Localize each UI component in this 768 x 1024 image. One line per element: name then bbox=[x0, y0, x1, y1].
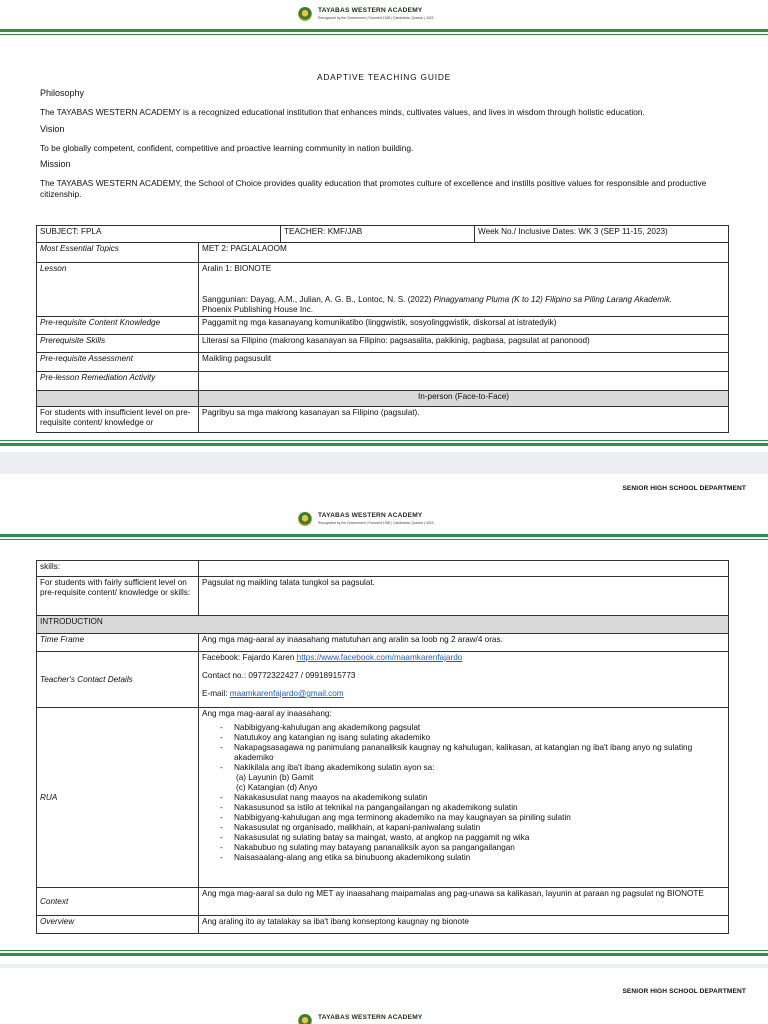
department-label: SENIOR HIGH SCHOOL DEPARTMENT bbox=[622, 988, 746, 995]
fairly-sufficient-value: Pagsulat ng maikling talata tungkol sa pagsulat. bbox=[199, 577, 729, 616]
vision-heading: Vision bbox=[40, 124, 65, 134]
list-item: - Nakasusulat ng sulating batay sa maingat, wasto, at angkop na paggamit ng wika bbox=[220, 833, 725, 843]
lesson-cell bbox=[199, 263, 729, 317]
prereq-skills-label: Prerequisite Skills bbox=[37, 335, 199, 353]
mission-heading: Mission bbox=[40, 159, 71, 169]
footer-rule bbox=[0, 953, 768, 956]
school-name: TAYABAS WESTERN ACADEMY bbox=[318, 7, 423, 14]
overview-label: Overview bbox=[37, 916, 199, 934]
header-rule-thin bbox=[0, 34, 768, 35]
list-item: - Nakakasusulat nang maayos na akademikong sulatin bbox=[220, 793, 725, 803]
footer-rule-thin bbox=[0, 950, 768, 951]
document-page-3 bbox=[0, 968, 768, 1024]
email-line bbox=[202, 689, 725, 699]
list-item: - Nabibigyang-kahulugan ang akademikong pagsulat bbox=[220, 723, 725, 733]
document-page-1 bbox=[0, 0, 768, 452]
contact-number: Contact no.: 09772322427 / 09918915773 bbox=[202, 671, 356, 680]
lesson-publisher: Phoenix Publishing House Inc. bbox=[202, 305, 314, 314]
rua-cell bbox=[199, 708, 729, 888]
philosophy-heading: Philosophy bbox=[40, 88, 85, 98]
list-item: - Nakikilala ang iba't ibang akademikong sulatin ayon sa: bbox=[220, 763, 725, 773]
lesson-source-line bbox=[202, 295, 725, 305]
list-item: - Nakabubuo ng sulating may batayang pananaliksik ayon sa pangangailangan bbox=[220, 843, 725, 853]
school-seal-icon bbox=[298, 1014, 312, 1024]
email-link[interactable]: maamkarenfajardo@gmail.com bbox=[229, 689, 344, 698]
teacher-cell: TEACHER: KMF/JAB bbox=[281, 226, 475, 243]
list-item: - Nabibigyang-kahulugan ang mga terminong akademiko na may kaugnayan sa piniling sulatin bbox=[220, 813, 725, 823]
school-seal-icon bbox=[298, 7, 312, 21]
context-label: Context bbox=[37, 888, 199, 916]
header-rule bbox=[0, 534, 768, 537]
teaching-guide-table bbox=[36, 225, 729, 433]
context-value: Ang mga mag-aaral sa dulo ng MET ay inaasahang maipamalas ang pag-unawa sa kalikasan, layunin at paraan ng pagsulat ng BIONOTE bbox=[199, 888, 729, 916]
facebook-label: Facebook: Fajardo Karen bbox=[202, 653, 297, 662]
prereq-assessment-value: Maikling pagsusulit bbox=[199, 353, 729, 372]
prereq-skills-value: Literasi sa Filipino (makrong kasanayan sa Filipino: pagsasalita, pakikinig, pagbasa, pagsulat at panonood) bbox=[199, 335, 729, 353]
time-frame-value: Ang mga mag-aaral ay inaasahang matutuhan ang aralin sa loob ng 2 araw/4 oras. bbox=[199, 634, 729, 652]
skills-cont-label: skills: bbox=[37, 561, 199, 577]
vision-text: To be globally competent, confident, competitive and proactive learning community in nation building. bbox=[40, 143, 414, 153]
list-item: - Naisasaalang-alang ang etika sa binubuong akademikong sulatin bbox=[220, 853, 725, 863]
lesson-source: Sanggunian: Dayag, A.M., Julian, A. G. B., Lontoc, N. S. (2022) bbox=[202, 295, 432, 304]
introduction-header: INTRODUCTION bbox=[37, 616, 729, 634]
school-name: TAYABAS WESTERN ACADEMY bbox=[318, 512, 423, 519]
page-header bbox=[0, 0, 768, 46]
department-label: SENIOR HIGH SCHOOL DEPARTMENT bbox=[622, 485, 746, 492]
lesson-label: Lesson bbox=[37, 263, 199, 317]
prereq-assessment-label: Pre-requisite Assessment bbox=[37, 353, 199, 372]
insufficient-label: For students with insufficient level on pre-requisite content/ knowledge or bbox=[37, 407, 199, 433]
mode-blank-cell bbox=[37, 391, 199, 407]
list-item: - Nakasusulat ng organisado, malikhain, at kapani-paniwalang sulatin bbox=[220, 823, 725, 833]
list-item: - Nakapagsasagawa ng panimulang pananaliksik kaugnay ng kahulugan, kalikasan, at katangian ng iba't ibang anyo ng sulating akademiko bbox=[220, 743, 725, 763]
school-subtitle: Recognized by the Government | Founded 1928 | Candelaria, Quezon | 4323 bbox=[318, 16, 434, 20]
remediation-value bbox=[199, 372, 729, 391]
rua-list bbox=[220, 723, 725, 863]
rua-intro: Ang mga mag-aaral ay inaasahang: bbox=[202, 709, 332, 718]
list-subitem: (c) Katangian (d) Anyo bbox=[236, 783, 318, 792]
list-subitem: (a) Layunin (b) Gamit bbox=[236, 773, 314, 782]
lesson-value: Aralin 1: BIONOTE bbox=[202, 264, 272, 273]
subject-cell: SUBJECT: FPLA bbox=[37, 226, 281, 243]
philosophy-text: The TAYABAS WESTERN ACADEMY is a recognized educational institution that enhances minds, cultivates values, and lives in wisdom through holistic education. bbox=[40, 107, 645, 117]
school-seal-icon bbox=[298, 512, 312, 526]
header-rule-thin bbox=[0, 539, 768, 540]
topics-label: Most Essential Topics bbox=[37, 243, 199, 263]
remediation-label: Pre-lesson Remediation Activity bbox=[37, 372, 199, 391]
week-cell: Week No./ Inclusive Dates: WK 3 (SEP 11-15, 2023) bbox=[475, 226, 729, 243]
document-title: ADAPTIVE TEACHING GUIDE bbox=[316, 72, 452, 82]
prereq-content-value: Paggamit ng mga kasanayang komunikatibo (linggwistik, sosyolinggwistik, diskorsal at istratedyik) bbox=[199, 317, 729, 335]
mission-text: The TAYABAS WESTERN ACADEMY, the School of Choice provides quality education that promotes culture of excellence and instills positive values for responsible and productive citizenship. bbox=[40, 178, 707, 199]
list-item: - Nakasusunod sa istilo at teknikal na pangangailangan ng akademikong sulatin bbox=[220, 803, 725, 813]
skills-cont-value bbox=[199, 561, 729, 577]
fairly-sufficient-label: For students with fairly sufficient level on pre-requisite content/ knowledge or skills: bbox=[37, 577, 199, 616]
rua-label: RUA bbox=[37, 708, 199, 888]
facebook-link[interactable]: https://www.facebook.com/maamkarenfajardo bbox=[296, 653, 463, 662]
lesson-source-title: Pinagyamang Pluma (K to 12) Filipino sa Piling Larang Akademik. bbox=[433, 295, 673, 304]
footer-rule bbox=[0, 443, 768, 446]
document-page-2 bbox=[0, 474, 768, 964]
teaching-guide-table-cont bbox=[36, 560, 729, 934]
mode-cell: In-person (Face-to-Face) bbox=[199, 391, 729, 407]
school-name: TAYABAS WESTERN ACADEMY bbox=[318, 1014, 423, 1021]
page-gap bbox=[0, 452, 768, 474]
contact-label: Teacher's Contact Details bbox=[37, 652, 199, 708]
email-label: E-mail: bbox=[202, 689, 230, 698]
topics-value: MET 2: PAGLALAOOM bbox=[199, 243, 729, 263]
insufficient-value: Pagribyu sa mga makrong kasanayan sa Filipino (pagsulat). bbox=[199, 407, 729, 433]
overview-value: Ang araling ito ay tatalakay sa iba't ibang konseptong kaugnay ng bionote bbox=[199, 916, 729, 934]
page-header bbox=[0, 508, 768, 554]
list-item: - Natutukoy ang katangian ng isang sulating akademiko bbox=[220, 733, 725, 743]
facebook-line bbox=[202, 653, 725, 663]
school-subtitle: Recognized by the Government | Founded 1928 | Candelaria, Quezon | 4323 bbox=[318, 521, 434, 525]
prereq-content-label: Pre-requisite Content Knowledge bbox=[37, 317, 199, 335]
contact-cell bbox=[199, 652, 729, 708]
time-frame-label: Time Frame bbox=[37, 634, 199, 652]
header-rule bbox=[0, 29, 768, 32]
footer-rule-thin bbox=[0, 440, 768, 441]
